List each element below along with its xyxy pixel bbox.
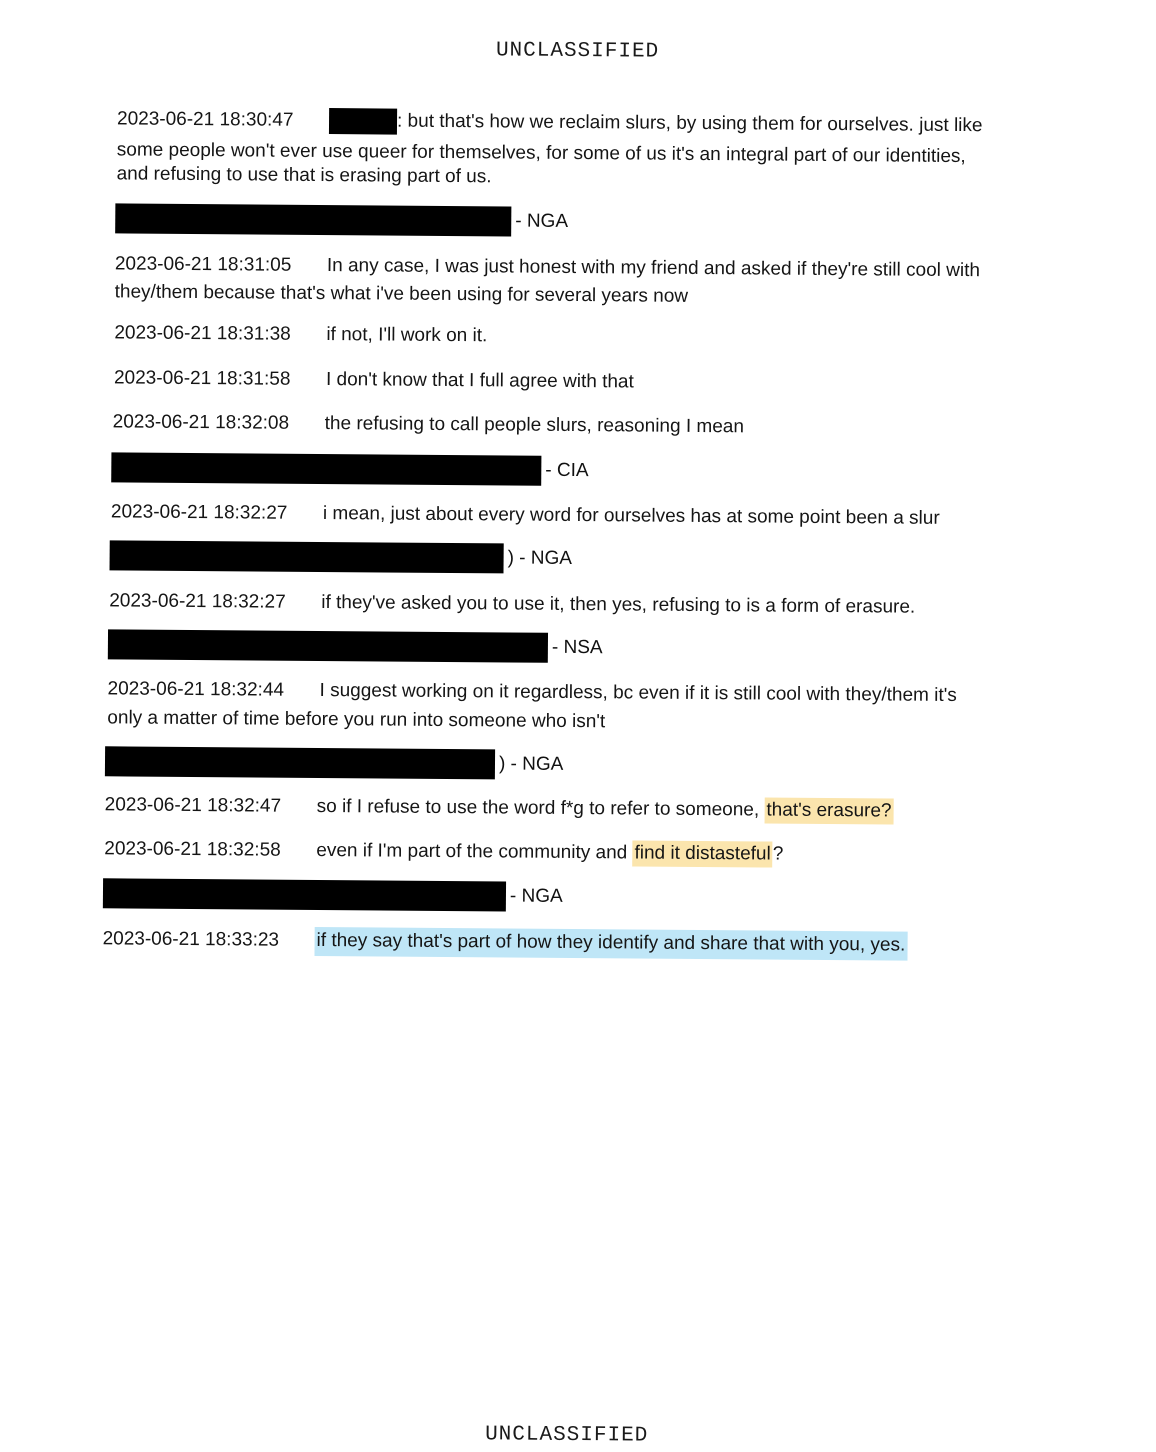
message-text: i mean, just about every word for ourselves has at some point been a slur	[322, 503, 940, 529]
timestamp: 2023-06-21 18:32:58	[104, 838, 281, 861]
message-text: I don't know that I full agree with that	[325, 369, 634, 393]
message-text	[316, 838, 783, 868]
message-text: In any case, I was just honest with my friend and asked if they're still cool with	[326, 255, 981, 282]
classification-header: UNCLASSIFIED	[495, 39, 660, 64]
message-continuation: and refusing to use that is erasing part of us.	[116, 163, 492, 188]
message-text	[329, 108, 983, 139]
redaction-block	[111, 452, 541, 485]
message-text	[317, 794, 894, 825]
timestamp: 2023-06-21 18:33:23	[102, 928, 280, 951]
message-text: if not, I'll work on it.	[326, 324, 488, 347]
redacted-sender-header	[111, 452, 589, 486]
timestamp: 2023-06-21 18:32:08	[112, 411, 290, 434]
redacted-sender-header	[105, 746, 564, 780]
message-continuation: only a matter of time before you run into someone who isn't	[107, 707, 606, 733]
redaction-block	[108, 629, 548, 662]
timestamp: 2023-06-21 18:32:44	[107, 678, 285, 701]
message-text	[314, 928, 907, 959]
redaction-block	[115, 203, 511, 236]
message-continuation: some people won't ever use queer for themselves, for some of us it's an integral part of our identities,	[116, 139, 966, 168]
highlighted-text: if they say that's part of how they identify and share that with you, yes.	[314, 927, 907, 961]
message-text: I suggest working on it regardless, bc even if it is still cool with they/them it's	[319, 679, 957, 706]
redaction-block	[103, 878, 506, 911]
timestamp: 2023-06-21 18:32:47	[104, 794, 282, 817]
agency-label: - NGA	[515, 210, 569, 232]
highlighted-text: that's erasure?	[764, 797, 893, 824]
message-text: the refusing to call people slurs, reasoning I mean	[324, 413, 745, 438]
redacted-sender-header	[115, 203, 568, 237]
timestamp: 2023-06-21 18:30:47	[116, 108, 294, 131]
agency-label: ) - NGA	[498, 753, 564, 775]
redaction-block	[110, 540, 504, 573]
message-text: if they've asked you to use it, then yes, refusing to is a form of erasure.	[321, 592, 916, 618]
message-body: so if I refuse to use the word f*g to refer to someone,	[316, 795, 765, 821]
redacted-sender-header	[108, 629, 603, 663]
redacted-sender-header	[110, 540, 573, 574]
message-body: even if I'm part of the community and	[316, 839, 633, 864]
agency-label: - NGA	[509, 885, 563, 907]
timestamp: 2023-06-21 18:31:05	[114, 253, 292, 276]
message-continuation: they/them because that's what i've been using for several years now	[114, 281, 689, 307]
timestamp: 2023-06-21 18:32:27	[110, 501, 288, 524]
timestamp: 2023-06-21 18:32:27	[109, 590, 286, 613]
message-body: ?	[772, 843, 784, 865]
message-body: : but that's how we reclaim slurs, by using them for ourselves. just like	[396, 110, 983, 137]
timestamp: 2023-06-21 18:31:58	[113, 367, 291, 390]
redacted-sender-header	[103, 878, 563, 912]
timestamp: 2023-06-21 18:31:38	[114, 322, 291, 345]
agency-label: - NSA	[551, 636, 603, 659]
classification-footer: UNCLASSIFIED	[485, 1423, 649, 1448]
highlighted-text: find it distasteful	[632, 840, 772, 867]
agency-label: - CIA	[545, 459, 589, 482]
agency-label: ) - NGA	[507, 547, 573, 569]
redaction-block	[329, 108, 397, 135]
redaction-block	[105, 746, 495, 779]
